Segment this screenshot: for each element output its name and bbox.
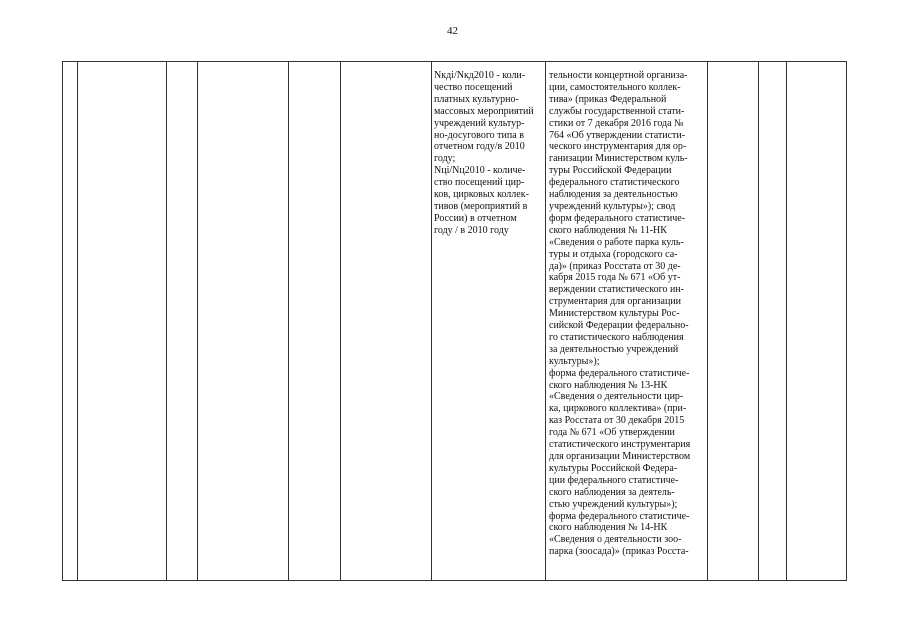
indicator-line: тивов (мероприятий в	[434, 200, 528, 212]
source-line: туры Российской Федерации	[549, 165, 672, 177]
indicator-line: платных культурно-	[434, 93, 519, 105]
indicator-line: чество посещений	[434, 81, 513, 93]
source-line: «Сведения о работе парка куль-	[549, 236, 684, 248]
column-divider	[197, 61, 198, 581]
source-line: ского наблюдения № 11-НК	[549, 224, 667, 236]
source-line: 764 «Об утверждении статисти-	[549, 129, 686, 141]
column-divider	[431, 61, 432, 581]
column-divider	[288, 61, 289, 581]
indicator-line: отчетном году/в 2010	[434, 141, 525, 153]
source-line: ка, циркового коллектива» (при-	[549, 403, 687, 415]
source-line: форма федерального статистиче-	[549, 367, 690, 379]
source-line: тельности концертной организа-	[549, 70, 688, 81]
indicator-line: Nцi/Nц2010 - количе-	[434, 165, 526, 177]
source-line: парка (зоосада)» (приказ Росста-	[549, 546, 689, 558]
indicator-line: но-досугового типа в	[434, 129, 524, 141]
source-line: культуры»);	[549, 355, 600, 367]
source-line: федерального статистического	[549, 177, 680, 189]
indicator-line: году / в 2010 году	[434, 224, 509, 236]
column-divider	[758, 61, 759, 581]
source-line: ского наблюдения № 13-НК	[549, 379, 668, 391]
source-line: ского наблюдения за деятель-	[549, 486, 675, 498]
indicator-cell	[434, 70, 534, 237]
source-line: туры и отдыха (городского са-	[549, 248, 678, 260]
source-line: ции федерального статистиче-	[549, 474, 679, 486]
indicator-line: Nкдi/Nкд2010 - коли-	[434, 70, 526, 81]
source-line: да)» (приказ Росстата от 30 де-	[549, 260, 681, 272]
indicator-line: ков, цирковых коллек-	[434, 189, 529, 201]
column-divider	[340, 61, 341, 581]
source-line: ского наблюдения № 14-НК	[549, 522, 668, 534]
source-line: культуры Российской Федера-	[549, 462, 678, 474]
source-line: «Сведения о деятельности зоо-	[549, 534, 682, 546]
source-line: стики от 7 декабря 2016 года №	[549, 117, 684, 129]
column-divider	[707, 61, 708, 581]
source-line: для организации Министерством	[549, 451, 691, 462]
column-divider	[545, 61, 546, 581]
source-cell	[549, 70, 690, 558]
source-line: го статистического наблюдения	[549, 331, 684, 343]
source-line: верждении статистического ин-	[549, 284, 684, 296]
source-line: струментария для организации	[549, 296, 682, 308]
source-line: «Сведения о деятельности цир-	[549, 391, 684, 403]
source-line: кабря 2015 года № 671 «Об ут-	[549, 272, 681, 284]
source-line: года № 671 «Об утверждении	[549, 427, 675, 439]
indicator-line: году;	[434, 153, 456, 165]
indicator-line: учреждений культур-	[434, 117, 525, 129]
indicator-line: ство посещений цир-	[434, 177, 525, 189]
source-line: службы государственной стати-	[549, 105, 685, 117]
source-line: ганизации Министерством куль-	[549, 153, 688, 165]
source-line: ческого инструментария для ор-	[549, 141, 687, 153]
source-line: статистического инструментария	[549, 439, 691, 451]
column-divider	[77, 61, 78, 581]
page-number: 42	[447, 25, 458, 37]
source-line: стью учреждений культуры»);	[549, 498, 678, 510]
source-line: Министерством культуры Рос-	[549, 308, 680, 320]
source-line: ции, самостоятельного коллек-	[549, 81, 681, 93]
source-line: учреждений культуры»); свод	[549, 200, 676, 212]
source-line: каз Росстата от 30 декабря 2015	[549, 415, 685, 427]
column-divider	[166, 61, 167, 581]
source-line: наблюдения за деятельностью	[549, 189, 678, 201]
indicator-line: России) в отчетном	[434, 212, 517, 224]
source-line: сийской Федерации федерально-	[549, 320, 689, 332]
indicator-line: массовых мероприятий	[434, 105, 534, 117]
source-line: форм федерального статистиче-	[549, 212, 686, 224]
source-line: за деятельностью учреждений	[549, 343, 679, 355]
source-line: форма федерального статистиче-	[549, 510, 690, 522]
source-line: тива» (приказ Федеральной	[549, 93, 667, 105]
column-divider	[786, 61, 787, 581]
